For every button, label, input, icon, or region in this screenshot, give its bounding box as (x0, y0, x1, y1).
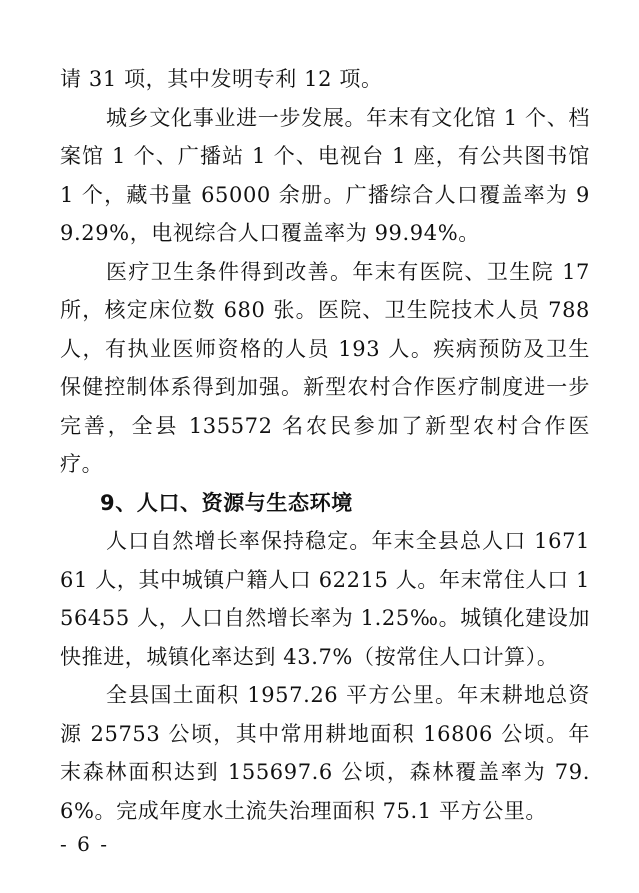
document-body (60, 60, 590, 830)
paragraph-population: 人口自然增长率保持稳定。年末全县总人口 167161 人，其中城镇户籍人口 62215 人。年末常住人口 156455 人，人口自然增长率为 1.25‰。城镇化建设加快推进，城镇化率达到 43.7%（按常住人口计算）。 (60, 529, 590, 669)
page-number: - 6 - (60, 832, 109, 856)
section-heading: 9、人口、资源与生态环境 (100, 490, 353, 515)
paragraph-culture: 城乡文化事业进一步发展。年末有文化馆 1 个、档案馆 1 个、广播站 1 个、电视台 1 座，有公共图书馆 1 个，藏书量 65000 余册。广播综合人口覆盖率为 99.29%，电视综合人口覆盖率为 99.94%。 (60, 105, 590, 245)
paragraph-healthcare: 医疗卫生条件得到改善。年末有医院、卫生院 17 所，核定床位数 680 张。医院、卫生院技术人员 788 人，有执业医师资格的人员 193 人。疾病预防及卫生保健控制体系得到加强。新型农村合作医疗制度进一步完善，全县 135572 名农民参加了新型农村合作医疗。 (60, 259, 590, 476)
paragraph-continuation: 请 31 项，其中发明专利 12 项。 (60, 67, 383, 91)
paragraph-land-resources: 全县国土面积 1957.26 平方公里。年末耕地总资源 25753 公顷，其中常用耕地面积 16806 公顷。年末森林面积达到 155697.6 公顷，森林覆盖率为 79.6%。完成年度水土流失治理面积 75.1 平方公里。 (60, 683, 590, 823)
